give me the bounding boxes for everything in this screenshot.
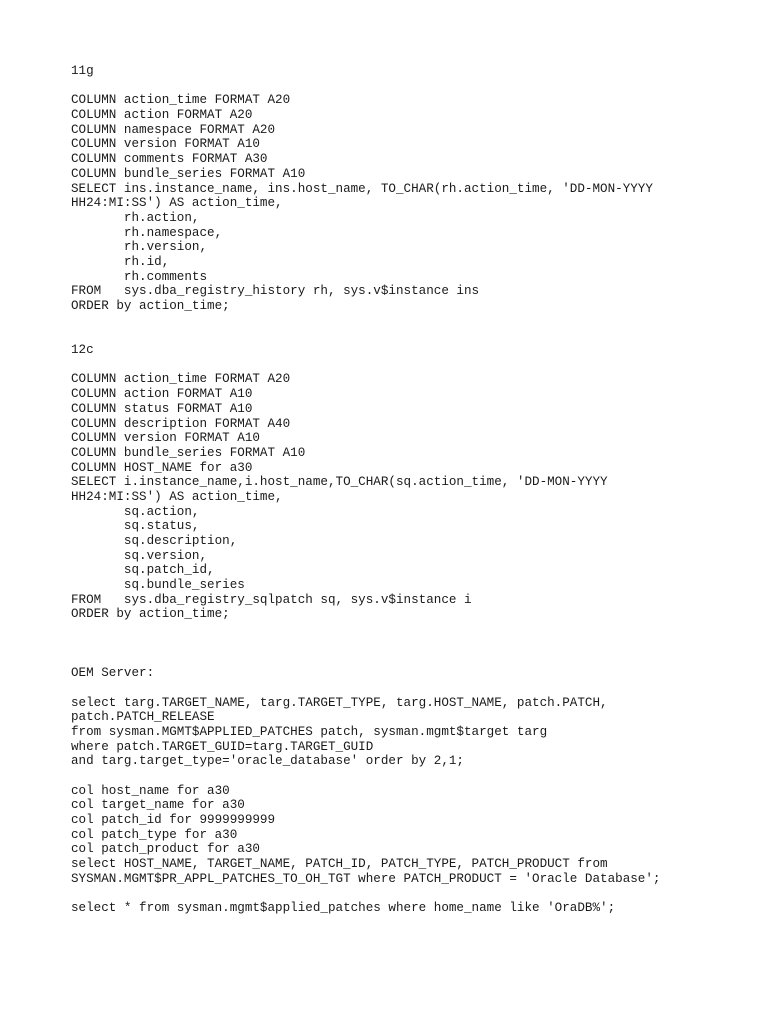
text-line: COLUMN bundle_series FORMAT A10	[71, 166, 306, 181]
text-line: sq.patch_id,	[71, 563, 215, 578]
text-line: col patch_id for 9999999999	[71, 813, 276, 828]
text-line: HH24:MI:SS') AS action_time,	[71, 489, 283, 504]
text-line: 11g	[71, 64, 94, 78]
text-line: patch.PATCH_RELEASE	[71, 710, 215, 725]
blank-line	[71, 79, 751, 94]
text-line: and targ.target_type='oracle_database' order by 2,1;	[71, 754, 464, 769]
text-line: col host_name for a30	[71, 783, 230, 798]
text-line: COLUMN bundle_series FORMAT A10	[71, 445, 306, 460]
blank-line	[71, 769, 751, 784]
text-line: COLUMN action FORMAT A20	[71, 108, 253, 123]
text-line: COLUMN version FORMAT A10	[71, 137, 260, 152]
text-line: COLUMN status FORMAT A10	[71, 401, 253, 416]
text-line: HH24:MI:SS') AS action_time,	[71, 196, 283, 211]
text-line: COLUMN version FORMAT A10	[71, 431, 260, 446]
text-line: col patch_product for a30	[71, 842, 260, 857]
blank-line	[71, 622, 751, 637]
text-line: from sysman.MGMT$APPLIED_PATCHES patch, sysman.mgmt$target targ	[71, 724, 548, 739]
text-line: SYSMAN.MGMT$PR_APPL_PATCHES_TO_OH_TGT where PATCH_PRODUCT = 'Oracle Database';	[71, 871, 661, 886]
text-line: COLUMN comments FORMAT A30	[71, 152, 268, 167]
text-line: where patch.TARGET_GUID=targ.TARGET_GUID	[71, 739, 374, 754]
text-line: OEM Server:	[71, 666, 155, 681]
blank-line	[71, 328, 751, 343]
blank-line	[71, 652, 751, 667]
text-line: sq.status,	[71, 519, 200, 534]
text-line: select * from sysman.mgmt$applied_patches where home_name like 'OraDB%';	[71, 901, 616, 916]
blank-line	[71, 358, 751, 373]
text-line: FROM sys.dba_registry_history rh, sys.v$instance ins	[71, 284, 480, 299]
blank-line	[71, 314, 751, 329]
text-line: COLUMN action_time FORMAT A20	[71, 372, 291, 387]
text-line: rh.comments	[71, 269, 208, 284]
text-line: rh.namespace,	[71, 225, 223, 240]
text-line: SELECT ins.instance_name, ins.host_name, TO_CHAR(rh.action_time, 'DD-MON-YYYY	[71, 181, 653, 196]
text-line: COLUMN action FORMAT A10	[71, 387, 253, 402]
text-line: col patch_type for a30	[71, 827, 238, 842]
text-line: sq.action,	[71, 504, 200, 519]
text-line: COLUMN HOST_NAME for a30	[71, 460, 253, 475]
text-line: sq.bundle_series	[71, 578, 245, 593]
text-line: COLUMN description FORMAT A40	[71, 416, 291, 431]
text-line: ORDER by action_time;	[71, 299, 230, 313]
text-line: 12c	[71, 343, 94, 358]
blank-line	[71, 681, 751, 696]
text-line: SELECT i.instance_name,i.host_name,TO_CHAR(sq.action_time, 'DD-MON-YYYY	[71, 475, 608, 490]
text-line: COLUMN namespace FORMAT A20	[71, 122, 276, 137]
text-line: rh.version,	[71, 240, 208, 255]
text-line: select targ.TARGET_NAME, targ.TARGET_TYPE, targ.HOST_NAME, patch.PATCH,	[71, 695, 608, 710]
text-line: ORDER by action_time;	[71, 607, 230, 622]
text-line: FROM sys.dba_registry_sqlpatch sq, sys.v$instance i	[71, 592, 472, 607]
text-line: COLUMN action_time FORMAT A20	[71, 93, 291, 108]
text-line: col target_name for a30	[71, 798, 245, 813]
text-line: rh.id,	[71, 254, 170, 269]
blank-line	[71, 887, 751, 902]
text-line: sq.version,	[71, 548, 208, 563]
text-line: rh.action,	[71, 210, 200, 225]
text-line: sq.description,	[71, 534, 238, 548]
document-body	[71, 64, 751, 916]
text-line: select HOST_NAME, TARGET_NAME, PATCH_ID, PATCH_TYPE, PATCH_PRODUCT from	[71, 857, 608, 872]
blank-line	[71, 637, 751, 652]
